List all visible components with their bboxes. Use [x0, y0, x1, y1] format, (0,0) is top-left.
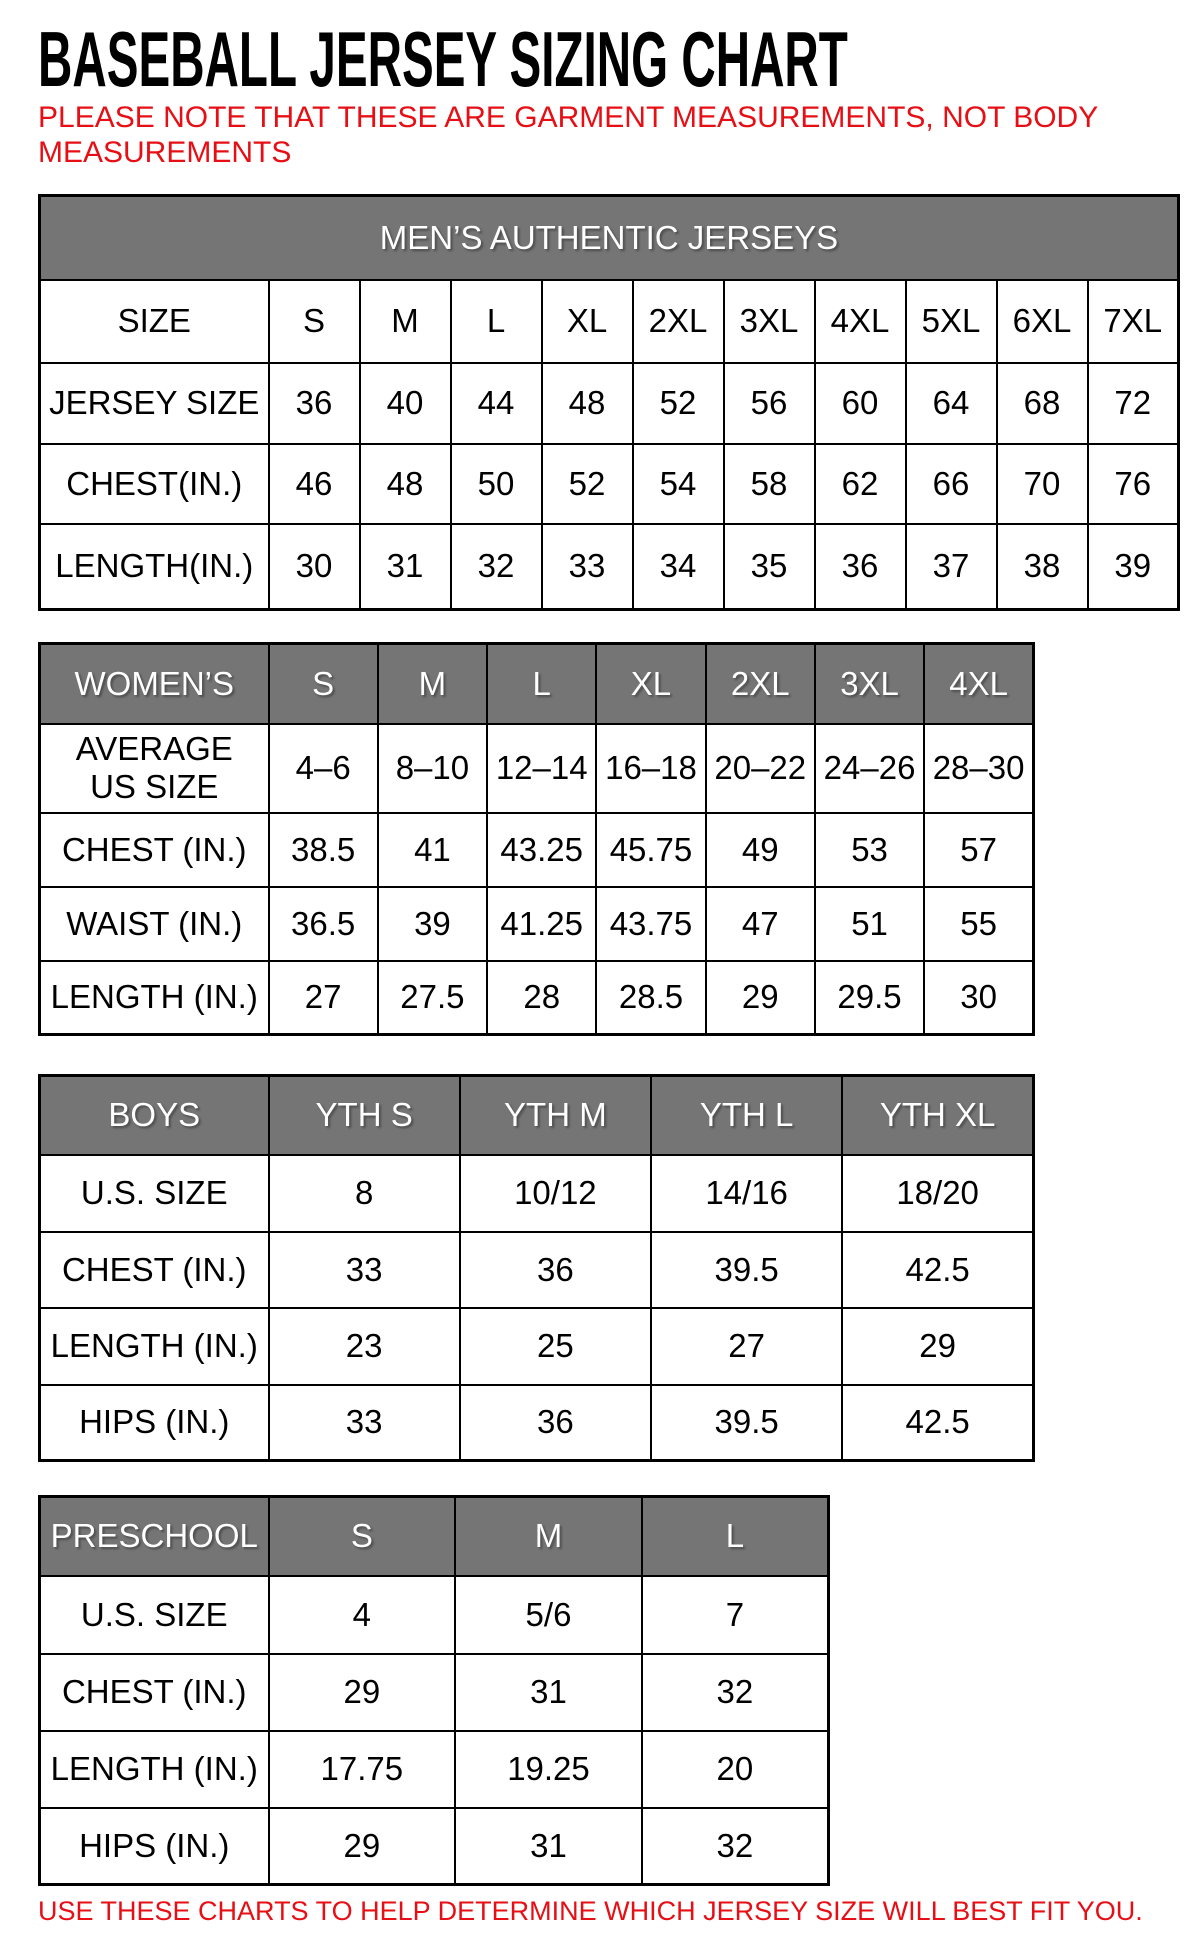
column-header-cell: M — [455, 1497, 642, 1576]
column-header-cell: L — [642, 1497, 829, 1576]
table-cell: 32 — [642, 1654, 829, 1731]
table-cell: 39 — [1088, 524, 1179, 610]
table-cell: 52 — [542, 444, 633, 524]
table-cell: 47 — [706, 887, 815, 961]
table-cell: 39.5 — [651, 1232, 842, 1308]
table-cell: 66 — [906, 444, 997, 524]
table-row — [40, 1232, 1034, 1308]
table-cell: 42.5 — [842, 1232, 1033, 1308]
table-cell: 56 — [724, 363, 815, 444]
table-cell: 12–14 — [487, 724, 596, 813]
column-header-cell: L — [487, 644, 596, 724]
table-cell: 18/20 — [842, 1155, 1033, 1232]
column-header-cell: YTH M — [460, 1076, 651, 1155]
table-cell: 14/16 — [651, 1155, 842, 1232]
table-cell: 27 — [269, 961, 378, 1035]
table-cell: 31 — [455, 1808, 642, 1885]
table-cell: 51 — [815, 887, 924, 961]
table-row — [40, 1654, 829, 1731]
page-title: BASEBALL JERSEY SIZING CHART — [38, 15, 848, 103]
table-cell: 46 — [269, 444, 360, 524]
table-row — [40, 724, 1034, 813]
table-cell: 27.5 — [378, 961, 487, 1035]
row-label-cell: WAIST (IN.) — [40, 887, 269, 961]
table-cell: 49 — [706, 813, 815, 887]
table-row — [40, 1808, 829, 1885]
table-cell: 35 — [724, 524, 815, 610]
table-cell: 5XL — [906, 280, 997, 363]
row-label-cell: CHEST (IN.) — [40, 1654, 269, 1731]
table-cell: 30 — [269, 524, 360, 610]
table-row — [40, 1576, 829, 1654]
table-row — [40, 887, 1034, 961]
row-label-cell: JERSEY SIZE — [40, 363, 269, 444]
row-label-cell: CHEST(IN.) — [40, 444, 269, 524]
table-cell: 28 — [487, 961, 596, 1035]
column-header-cell: 2XL — [706, 644, 815, 724]
table-cell: 76 — [1088, 444, 1179, 524]
table-row — [40, 1308, 1034, 1385]
mens-table — [38, 194, 1180, 611]
table-cell: 4XL — [815, 280, 906, 363]
table-cell: 70 — [997, 444, 1088, 524]
table-cell: 38.5 — [269, 813, 378, 887]
garment-note-line-1: PLEASE NOTE THAT THESE ARE GARMENT MEASUREMENTS, NOT BODY — [38, 101, 1099, 134]
table-cell: 48 — [360, 444, 451, 524]
preschool-table — [38, 1495, 830, 1886]
table-cell: 6XL — [997, 280, 1088, 363]
table-cell: 7XL — [1088, 280, 1179, 363]
table-cell: 28–30 — [924, 724, 1033, 813]
mens-banner: MEN’S AUTHENTIC JERSEYS — [40, 196, 1179, 280]
row-label-cell: CHEST (IN.) — [40, 1232, 269, 1308]
column-header-cell: M — [378, 644, 487, 724]
row-label-cell: HIPS (IN.) — [40, 1385, 269, 1461]
column-header-cell: WOMEN’S — [40, 644, 269, 724]
table-row — [40, 280, 1179, 363]
row-label-cell: LENGTH (IN.) — [40, 961, 269, 1035]
table-cell: 29 — [706, 961, 815, 1035]
column-header-cell: YTH XL — [842, 1076, 1033, 1155]
table-cell: 29 — [842, 1308, 1033, 1385]
table-cell: 62 — [815, 444, 906, 524]
column-header-cell: BOYS — [40, 1076, 269, 1155]
table-cell: 3XL — [724, 280, 815, 363]
table-cell: 50 — [451, 444, 542, 524]
mens-banner-row — [40, 196, 1179, 280]
table-row — [40, 813, 1034, 887]
table-cell: 57 — [924, 813, 1033, 887]
row-label-cell — [40, 724, 269, 813]
table-cell: 43.25 — [487, 813, 596, 887]
table-cell: 36 — [815, 524, 906, 610]
table-cell: 39 — [378, 887, 487, 961]
table-cell: 38 — [997, 524, 1088, 610]
table-row — [40, 524, 1179, 610]
table-cell: 8 — [269, 1155, 460, 1232]
table-cell: 55 — [924, 887, 1033, 961]
column-header-cell: S — [269, 644, 378, 724]
table-cell: 54 — [633, 444, 724, 524]
table-cell: 41 — [378, 813, 487, 887]
row-label-text: AVERAGE US SIZE — [75, 730, 233, 805]
table-cell: 45.75 — [596, 813, 705, 887]
table-cell: 5/6 — [455, 1576, 642, 1654]
table-cell: 37 — [906, 524, 997, 610]
table-cell: 29 — [269, 1808, 456, 1885]
row-label-cell: LENGTH (IN.) — [40, 1308, 269, 1385]
table-cell: 16–18 — [596, 724, 705, 813]
table-cell: 2XL — [633, 280, 724, 363]
table-row — [40, 1731, 829, 1808]
table-cell: 10/12 — [460, 1155, 651, 1232]
boys-table — [38, 1074, 1035, 1462]
column-header-cell: XL — [596, 644, 705, 724]
table-row — [40, 363, 1179, 444]
table-cell: 42.5 — [842, 1385, 1033, 1461]
row-label-cell: CHEST (IN.) — [40, 813, 269, 887]
table-cell: 25 — [460, 1308, 651, 1385]
boys-header-row — [40, 1076, 1034, 1155]
table-cell: 29 — [269, 1654, 456, 1731]
table-cell: 68 — [997, 363, 1088, 444]
table-cell: 29.5 — [815, 961, 924, 1035]
column-header-cell: YTH L — [651, 1076, 842, 1155]
table-cell: 58 — [724, 444, 815, 524]
row-label-cell: SIZE — [40, 280, 269, 363]
table-cell: 8–10 — [378, 724, 487, 813]
column-header-cell: 3XL — [815, 644, 924, 724]
table-cell: 60 — [815, 363, 906, 444]
table-cell: 30 — [924, 961, 1033, 1035]
table-cell: 33 — [542, 524, 633, 610]
table-row — [40, 961, 1034, 1035]
footer-note: USE THESE CHARTS TO HELP DETERMINE WHICH JERSEY SIZE WILL BEST FIT YOU. — [38, 1896, 1143, 1926]
table-cell: 41.25 — [487, 887, 596, 961]
table-cell: 4 — [269, 1576, 456, 1654]
table-cell: 36 — [269, 363, 360, 444]
preschool-header-row — [40, 1497, 829, 1576]
row-label-cell: LENGTH (IN.) — [40, 1731, 269, 1808]
table-cell: S — [269, 280, 360, 363]
table-cell: 52 — [633, 363, 724, 444]
table-cell: 72 — [1088, 363, 1179, 444]
table-cell: 20 — [642, 1731, 829, 1808]
table-row — [40, 444, 1179, 524]
column-header-cell: 4XL — [924, 644, 1033, 724]
table-cell: 48 — [542, 363, 633, 444]
row-label-cell: HIPS (IN.) — [40, 1808, 269, 1885]
table-cell: 20–22 — [706, 724, 815, 813]
table-cell: 19.25 — [455, 1731, 642, 1808]
table-cell: 33 — [269, 1232, 460, 1308]
table-cell: 64 — [906, 363, 997, 444]
table-cell: M — [360, 280, 451, 363]
column-header-cell: PRESCHOOL — [40, 1497, 269, 1576]
table-cell: 36 — [460, 1232, 651, 1308]
table-cell: 31 — [455, 1654, 642, 1731]
column-header-cell: S — [269, 1497, 456, 1576]
table-cell: L — [451, 280, 542, 363]
table-cell: XL — [542, 280, 633, 363]
table-cell: 23 — [269, 1308, 460, 1385]
row-label-cell: U.S. SIZE — [40, 1576, 269, 1654]
table-cell: 33 — [269, 1385, 460, 1461]
table-cell: 31 — [360, 524, 451, 610]
garment-note-line-2: MEASUREMENTS — [38, 136, 292, 169]
table-cell: 44 — [451, 363, 542, 444]
table-cell: 27 — [651, 1308, 842, 1385]
table-cell: 24–26 — [815, 724, 924, 813]
womens-header-row — [40, 644, 1034, 724]
table-cell: 36.5 — [269, 887, 378, 961]
table-cell: 7 — [642, 1576, 829, 1654]
table-cell: 32 — [451, 524, 542, 610]
table-cell: 39.5 — [651, 1385, 842, 1461]
table-cell: 17.75 — [269, 1731, 456, 1808]
table-cell: 28.5 — [596, 961, 705, 1035]
table-cell: 32 — [642, 1808, 829, 1885]
table-cell: 43.75 — [596, 887, 705, 961]
table-cell: 34 — [633, 524, 724, 610]
table-row — [40, 1155, 1034, 1232]
table-cell: 53 — [815, 813, 924, 887]
garment-note — [38, 100, 1098, 170]
table-cell: 36 — [460, 1385, 651, 1461]
row-label-cell: U.S. SIZE — [40, 1155, 269, 1232]
column-header-cell: YTH S — [269, 1076, 460, 1155]
table-row — [40, 1385, 1034, 1461]
row-label-cell: LENGTH(IN.) — [40, 524, 269, 610]
table-cell: 40 — [360, 363, 451, 444]
table-cell: 4–6 — [269, 724, 378, 813]
womens-table — [38, 642, 1035, 1036]
